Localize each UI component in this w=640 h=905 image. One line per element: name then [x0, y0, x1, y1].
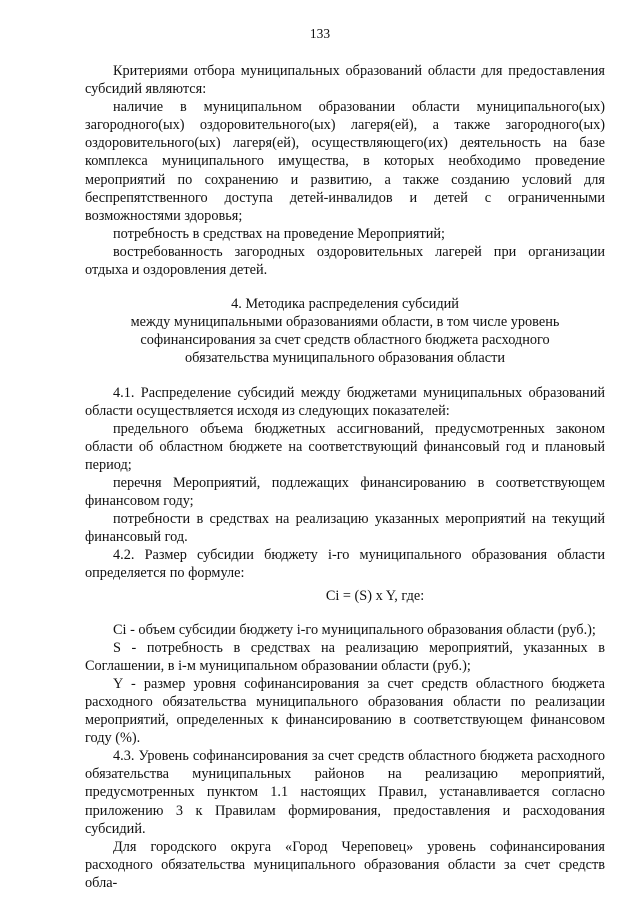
section-heading-line-4: обязательства муниципального образования области: [185, 350, 505, 367]
definition-y: Y - размер уровня софинансирования за счет средств областного бюджета расходного обязательства муниципального образования области по реализации мероприятий, определенных к финансированию в соответствующем финансовом году (%).: [85, 675, 605, 747]
paragraph-4-3: 4.3. Уровень софинансирования за счет средств областного бюджета расходного обязательства муниципальных районов на реализацию мероприятий, предусмотренных пунктом 1.1 настоящих Правил, устанавливается согласно приложению 3 к Правилам формирования, предоставления и расходования субсидий.: [85, 748, 605, 837]
document-body: [85, 62, 605, 892]
paragraph-cherepovets: Для городского округа «Город Череповец» уровень софинансирования расходного обязательства муниципального образования области за счет средств обла-: [85, 838, 605, 891]
paragraph-criteria-demand: востребованность загородных оздоровительных лагерей при организации отдыха и оздоровления детей.: [85, 243, 605, 279]
paragraph-criteria-intro: Критериями отбора муниципальных образований области для предоставления субсидий являются:: [85, 63, 605, 98]
section-heading-line-1: 4. Методика распределения субсидий: [231, 296, 459, 313]
spacer: [85, 605, 605, 621]
section-heading-line-2: между муниципальными образованиями области, в том числе уровень: [130, 314, 560, 331]
paragraph-funding-need: потребности в средствах на реализацию указанных мероприятий на текущий финансовый год.: [85, 511, 605, 546]
spacer: [85, 279, 605, 295]
spacer: [85, 368, 605, 384]
paragraph-criteria-camps: наличие в муниципальном образовании области муниципального(ых) загородного(ых) оздоровительного(ых) лагеря(ей), а также загородного(ых) оздоровительного(ых) лагеря(ей), осуществляющего(их) деятельность на базе комплекса муниципального имущества, в которых необходимо проведение мероприятий по сохранению и развитию, а также созданию условий для беспрепятственного доступа детей-инвалидов и детей с ограниченными возможностями здоровья;: [85, 99, 605, 224]
section-heading: [85, 295, 605, 367]
page-number: 133: [309, 26, 331, 41]
paragraph-activities-list: перечня Мероприятий, подлежащих финансированию в соответствующем финансовом году;: [85, 474, 605, 510]
paragraph-4-2: 4.2. Размер субсидии бюджету i-го муниципального образования области определяется по формуле:: [85, 547, 605, 582]
paragraph-4-1: 4.1. Распределение субсидий между бюджетами муниципальных образований области осуществляется исходя из следующих показателей:: [85, 384, 605, 419]
definition-ci: Ci - объем субсидии бюджету i-го муниципального образования области (руб.);: [113, 621, 596, 638]
subsidy-formula: Ci = (S) x Y, где:: [325, 587, 425, 604]
definition-s: S - потребность в средствах на реализацию мероприятий, указанных в Соглашении, в i-м муниципальном образовании области (руб.);: [85, 639, 605, 674]
paragraph-criteria-need: потребность в средствах на проведение Мероприятий;: [113, 225, 446, 242]
paragraph-budget-limit: предельного объема бюджетных ассигнований, предусмотренных законом области об областном бюджете на соответствующий финансовый год и плановый период;: [85, 420, 605, 473]
section-heading-line-3: софинансирования за счет средств областного бюджета расходного: [140, 332, 550, 349]
